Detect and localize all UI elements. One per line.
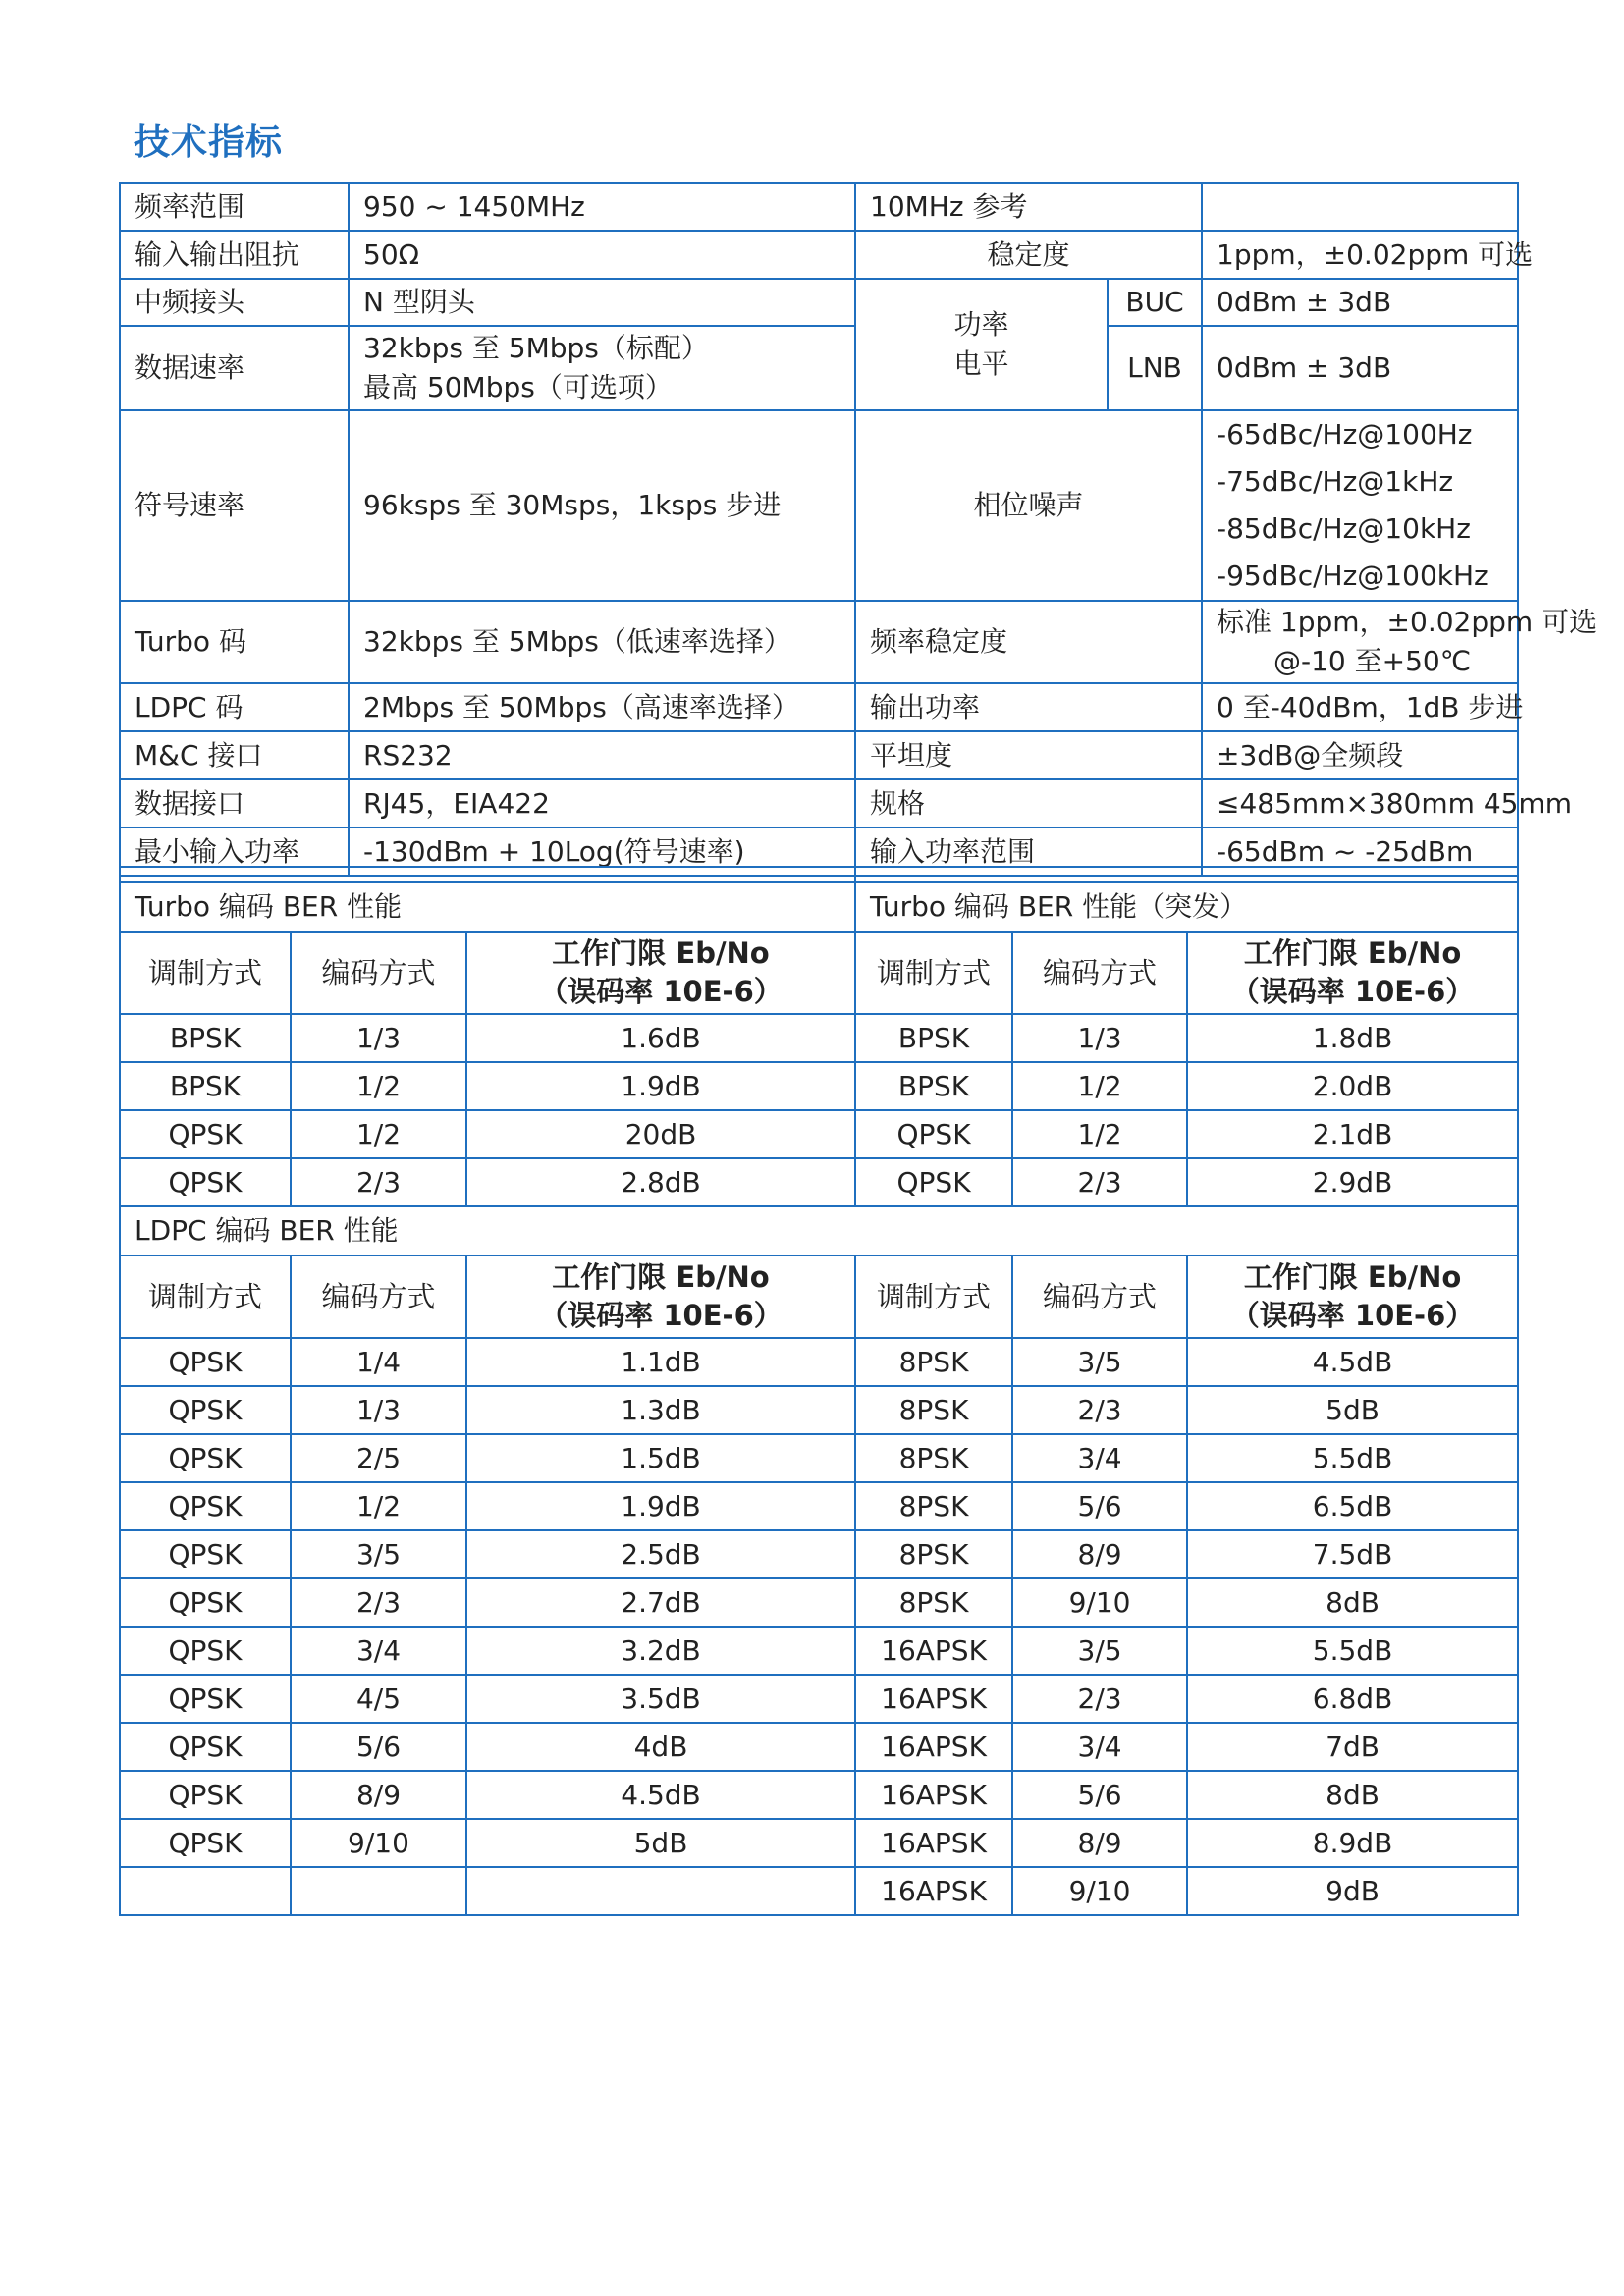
divider-cell (855, 867, 1518, 882)
spec-label: 相位噪声 (855, 410, 1202, 601)
spec-value: 0dBm ± 3dB (1202, 326, 1518, 410)
spec-row (120, 183, 1518, 231)
threshold-header-line-2: （误码率 10E-6） (1230, 975, 1475, 1008)
threshold-header-line-1: 工作门限 Eb/No (1243, 936, 1462, 970)
threshold-cell: 8dB (1187, 1578, 1518, 1627)
threshold-cell: 4.5dB (466, 1771, 855, 1819)
table-row (120, 1675, 1518, 1723)
coding-cell: 8/9 (1012, 1819, 1187, 1867)
modulation-cell: QPSK (120, 1819, 291, 1867)
threshold-cell: 5dB (466, 1819, 855, 1867)
spec-row (120, 731, 1518, 779)
spec-label: M&C 接口 (120, 731, 349, 779)
data-rate-line-1: 32kbps 至 5Mbps（标配） (363, 332, 709, 364)
modulation-cell: 8PSK (855, 1530, 1012, 1578)
threshold-cell: 9dB (1187, 1867, 1518, 1915)
phase-noise-value: -85dBc/Hz@10kHz (1217, 512, 1471, 545)
modulation-cell: QPSK (120, 1110, 291, 1158)
column-header: 编码方式 (1012, 932, 1187, 1014)
spec-label: 最小输入功率 (120, 828, 349, 876)
coding-cell: 2/3 (1012, 1675, 1187, 1723)
modulation-cell: QPSK (120, 1627, 291, 1675)
coding-cell: 5/6 (291, 1723, 466, 1771)
section-title-row (120, 882, 1518, 932)
threshold-cell: 8dB (1187, 1771, 1518, 1819)
spec-value: 1ppm，±0.02ppm 可选 (1202, 231, 1518, 279)
spec-row (120, 779, 1518, 828)
threshold-cell: 4.5dB (1187, 1338, 1518, 1386)
modulation-cell (120, 1867, 291, 1915)
header-row (120, 1255, 1518, 1338)
spec-value (1202, 183, 1518, 231)
coding-cell: 8/9 (291, 1771, 466, 1819)
spec-value: 950 ~ 1450MHz (349, 183, 855, 231)
coding-cell: 3/4 (1012, 1434, 1187, 1482)
spec-value (1202, 601, 1597, 683)
table-row (120, 1014, 1518, 1062)
spec-value: 0dBm ± 3dB (1202, 279, 1518, 326)
threshold-cell: 1.9dB (466, 1062, 855, 1110)
modulation-cell: 8PSK (855, 1482, 1012, 1530)
coding-cell: 2/3 (1012, 1386, 1187, 1434)
spec-value: 50Ω (349, 231, 855, 279)
header-row (120, 932, 1518, 1014)
spec-label: 稳定度 (855, 231, 1202, 279)
threshold-cell: 1.6dB (466, 1014, 855, 1062)
spec-label: 规格 (855, 779, 1202, 828)
threshold-cell: 2.5dB (466, 1530, 855, 1578)
spec-value: 0 至-40dBm，1dB 步进 (1202, 683, 1518, 731)
modulation-cell: QPSK (120, 1675, 291, 1723)
threshold-cell: 2.0dB (1187, 1062, 1518, 1110)
freq-stability-line-2: @-10 至+50℃ (1273, 645, 1472, 677)
column-header: 调制方式 (120, 932, 291, 1014)
coding-cell: 5/6 (1012, 1771, 1187, 1819)
spec-label: 符号速率 (120, 410, 349, 601)
column-header: 调制方式 (855, 932, 1012, 1014)
ber-table (119, 866, 1519, 1916)
spec-value: -65dBm ~ -25dBm (1202, 828, 1518, 876)
table-row (120, 1386, 1518, 1434)
coding-cell: 1/2 (291, 1482, 466, 1530)
threshold-cell: 1.8dB (1187, 1014, 1518, 1062)
modulation-cell: QPSK (120, 1386, 291, 1434)
modulation-cell: QPSK (120, 1338, 291, 1386)
threshold-header-line-2: （误码率 10E-6） (539, 975, 783, 1008)
threshold-cell: 5dB (1187, 1386, 1518, 1434)
spec-label: 频率范围 (120, 183, 349, 231)
spec-value: RS232 (349, 731, 855, 779)
table-row (120, 1530, 1518, 1578)
section-title: Turbo 编码 BER 性能（突发） (855, 882, 1518, 932)
modulation-cell: QPSK (120, 1771, 291, 1819)
coding-cell: 1/3 (291, 1014, 466, 1062)
spec-value: RJ45，EIA422 (349, 779, 855, 828)
threshold-cell: 3.5dB (466, 1675, 855, 1723)
coding-cell: 3/5 (1012, 1338, 1187, 1386)
modulation-cell: 16APSK (855, 1723, 1012, 1771)
coding-cell: 4/5 (291, 1675, 466, 1723)
table-row (120, 1158, 1518, 1206)
spec-label: BUC (1108, 279, 1202, 326)
coding-cell: 3/5 (291, 1530, 466, 1578)
spec-label: 输出功率 (855, 683, 1202, 731)
modulation-cell: 8PSK (855, 1386, 1012, 1434)
threshold-cell: 6.8dB (1187, 1675, 1518, 1723)
section-divider (120, 867, 1518, 882)
threshold-cell: 8.9dB (1187, 1819, 1518, 1867)
column-header (466, 932, 855, 1014)
column-header: 编码方式 (291, 932, 466, 1014)
threshold-cell: 2.7dB (466, 1578, 855, 1627)
spec-label: 输入功率范围 (855, 828, 1202, 876)
threshold-cell (466, 1867, 855, 1915)
coding-cell: 2/5 (291, 1434, 466, 1482)
column-header: 编码方式 (291, 1255, 466, 1338)
threshold-header-line-2: （误码率 10E-6） (1230, 1299, 1475, 1332)
threshold-cell: 7.5dB (1187, 1530, 1518, 1578)
threshold-cell: 3.2dB (466, 1627, 855, 1675)
column-header (1187, 1255, 1518, 1338)
table-row (120, 1771, 1518, 1819)
coding-cell: 1/2 (291, 1110, 466, 1158)
spec-label (855, 279, 1108, 410)
power-level-label-1: 功率 (953, 308, 1009, 341)
coding-cell: 1/2 (1012, 1110, 1187, 1158)
freq-stability-line-1: 标准 1ppm，±0.02ppm 可选 (1217, 606, 1597, 638)
spec-value: ±3dB@全频段 (1202, 731, 1518, 779)
table-row (120, 1482, 1518, 1530)
column-header: 调制方式 (120, 1255, 291, 1338)
modulation-cell: 8PSK (855, 1578, 1012, 1627)
table-row (120, 1062, 1518, 1110)
spec-value: ≤485mm×380mm 45mm (1202, 779, 1518, 828)
spec-value (1202, 410, 1518, 601)
threshold-cell: 1.9dB (466, 1482, 855, 1530)
modulation-cell: QPSK (120, 1434, 291, 1482)
coding-cell: 3/5 (1012, 1627, 1187, 1675)
table-row (120, 1578, 1518, 1627)
page-title: 技术指标 (134, 121, 283, 163)
spec-value: N 型阴头 (349, 279, 855, 326)
spec-label: 中频接头 (120, 279, 349, 326)
threshold-header-line-1: 工作门限 Eb/No (552, 1260, 770, 1294)
threshold-cell: 6.5dB (1187, 1482, 1518, 1530)
divider-cell (120, 867, 855, 882)
spec-value: 32kbps 至 5Mbps（低速率选择） (349, 601, 855, 683)
threshold-cell: 7dB (1187, 1723, 1518, 1771)
phase-noise-value: -95dBc/Hz@100kHz (1217, 560, 1489, 592)
coding-cell: 2/3 (291, 1578, 466, 1627)
modulation-cell: QPSK (120, 1482, 291, 1530)
column-header: 调制方式 (855, 1255, 1012, 1338)
table-row (120, 1867, 1518, 1915)
modulation-cell: BPSK (855, 1062, 1012, 1110)
coding-cell: 3/4 (291, 1627, 466, 1675)
spec-value (349, 326, 855, 410)
power-level-label-2: 电平 (953, 347, 1009, 380)
coding-cell: 9/10 (1012, 1867, 1187, 1915)
coding-cell: 1/2 (291, 1062, 466, 1110)
coding-cell: 2/3 (291, 1158, 466, 1206)
coding-cell (291, 1867, 466, 1915)
spec-label: 输入输出阻抗 (120, 231, 349, 279)
phase-noise-value: -65dBc/Hz@100Hz (1217, 418, 1473, 451)
spec-row (120, 231, 1518, 279)
modulation-cell: 16APSK (855, 1627, 1012, 1675)
threshold-cell: 1.5dB (466, 1434, 855, 1482)
spec-value: -130dBm + 10Log(符号速率) (349, 828, 855, 876)
threshold-cell: 5.5dB (1187, 1434, 1518, 1482)
modulation-cell: 8PSK (855, 1338, 1012, 1386)
coding-cell: 1/3 (291, 1386, 466, 1434)
spec-row (120, 410, 1518, 601)
modulation-cell: 8PSK (855, 1434, 1012, 1482)
modulation-cell: BPSK (120, 1062, 291, 1110)
table-row (120, 1723, 1518, 1771)
coding-cell: 9/10 (291, 1819, 466, 1867)
spec-label: Turbo 码 (120, 601, 349, 683)
table-row (120, 1819, 1518, 1867)
modulation-cell: 16APSK (855, 1771, 1012, 1819)
threshold-header-line-1: 工作门限 Eb/No (552, 936, 770, 970)
spec-row (120, 279, 1518, 326)
spec-value: 96ksps 至 30Msps，1ksps 步进 (349, 410, 855, 601)
spec-label: 数据接口 (120, 779, 349, 828)
data-rate-line-2: 最高 50Mbps（可选项） (363, 371, 673, 403)
coding-cell: 5/6 (1012, 1482, 1187, 1530)
spec-row (120, 326, 1518, 410)
modulation-cell: 16APSK (855, 1675, 1012, 1723)
coding-cell: 9/10 (1012, 1578, 1187, 1627)
column-header (466, 1255, 855, 1338)
threshold-header-line-1: 工作门限 Eb/No (1243, 1260, 1462, 1294)
spec-row (120, 601, 1518, 683)
spec-label: 频率稳定度 (855, 601, 1202, 683)
modulation-cell: QPSK (120, 1530, 291, 1578)
spec-label: 10MHz 参考 (855, 183, 1202, 231)
table-row (120, 1110, 1518, 1158)
modulation-cell: QPSK (855, 1110, 1012, 1158)
column-header (1187, 932, 1518, 1014)
modulation-cell: QPSK (855, 1158, 1012, 1206)
threshold-cell: 1.3dB (466, 1386, 855, 1434)
threshold-cell: 4dB (466, 1723, 855, 1771)
threshold-cell: 2.8dB (466, 1158, 855, 1206)
modulation-cell: QPSK (120, 1158, 291, 1206)
modulation-cell: QPSK (120, 1578, 291, 1627)
threshold-cell: 2.1dB (1187, 1110, 1518, 1158)
threshold-cell: 1.1dB (466, 1338, 855, 1386)
coding-cell: 3/4 (1012, 1723, 1187, 1771)
threshold-header-line-2: （误码率 10E-6） (539, 1299, 783, 1332)
phase-noise-value: -75dBc/Hz@1kHz (1217, 465, 1454, 498)
modulation-cell: BPSK (120, 1014, 291, 1062)
table-row (120, 1338, 1518, 1386)
spec-label: LDPC 码 (120, 683, 349, 731)
coding-cell: 2/3 (1012, 1158, 1187, 1206)
coding-cell: 8/9 (1012, 1530, 1187, 1578)
section-title: Turbo 编码 BER 性能 (120, 882, 855, 932)
spec-table (119, 182, 1597, 877)
table-row (120, 1627, 1518, 1675)
modulation-cell: BPSK (855, 1014, 1012, 1062)
spec-row (120, 683, 1518, 731)
column-header: 编码方式 (1012, 1255, 1187, 1338)
threshold-cell: 20dB (466, 1110, 855, 1158)
spec-label: 数据速率 (120, 326, 349, 410)
section-title: LDPC 编码 BER 性能 (120, 1206, 1518, 1255)
modulation-cell: 16APSK (855, 1819, 1012, 1867)
coding-cell: 1/3 (1012, 1014, 1187, 1062)
threshold-cell: 5.5dB (1187, 1627, 1518, 1675)
threshold-cell: 2.9dB (1187, 1158, 1518, 1206)
coding-cell: 1/2 (1012, 1062, 1187, 1110)
modulation-cell: 16APSK (855, 1867, 1012, 1915)
spec-value: 2Mbps 至 50Mbps（高速率选择） (349, 683, 855, 731)
spec-label: 平坦度 (855, 731, 1202, 779)
spec-label: LNB (1108, 326, 1202, 410)
table-row (120, 1434, 1518, 1482)
modulation-cell: QPSK (120, 1723, 291, 1771)
section-title-row (120, 1206, 1518, 1255)
coding-cell: 1/4 (291, 1338, 466, 1386)
